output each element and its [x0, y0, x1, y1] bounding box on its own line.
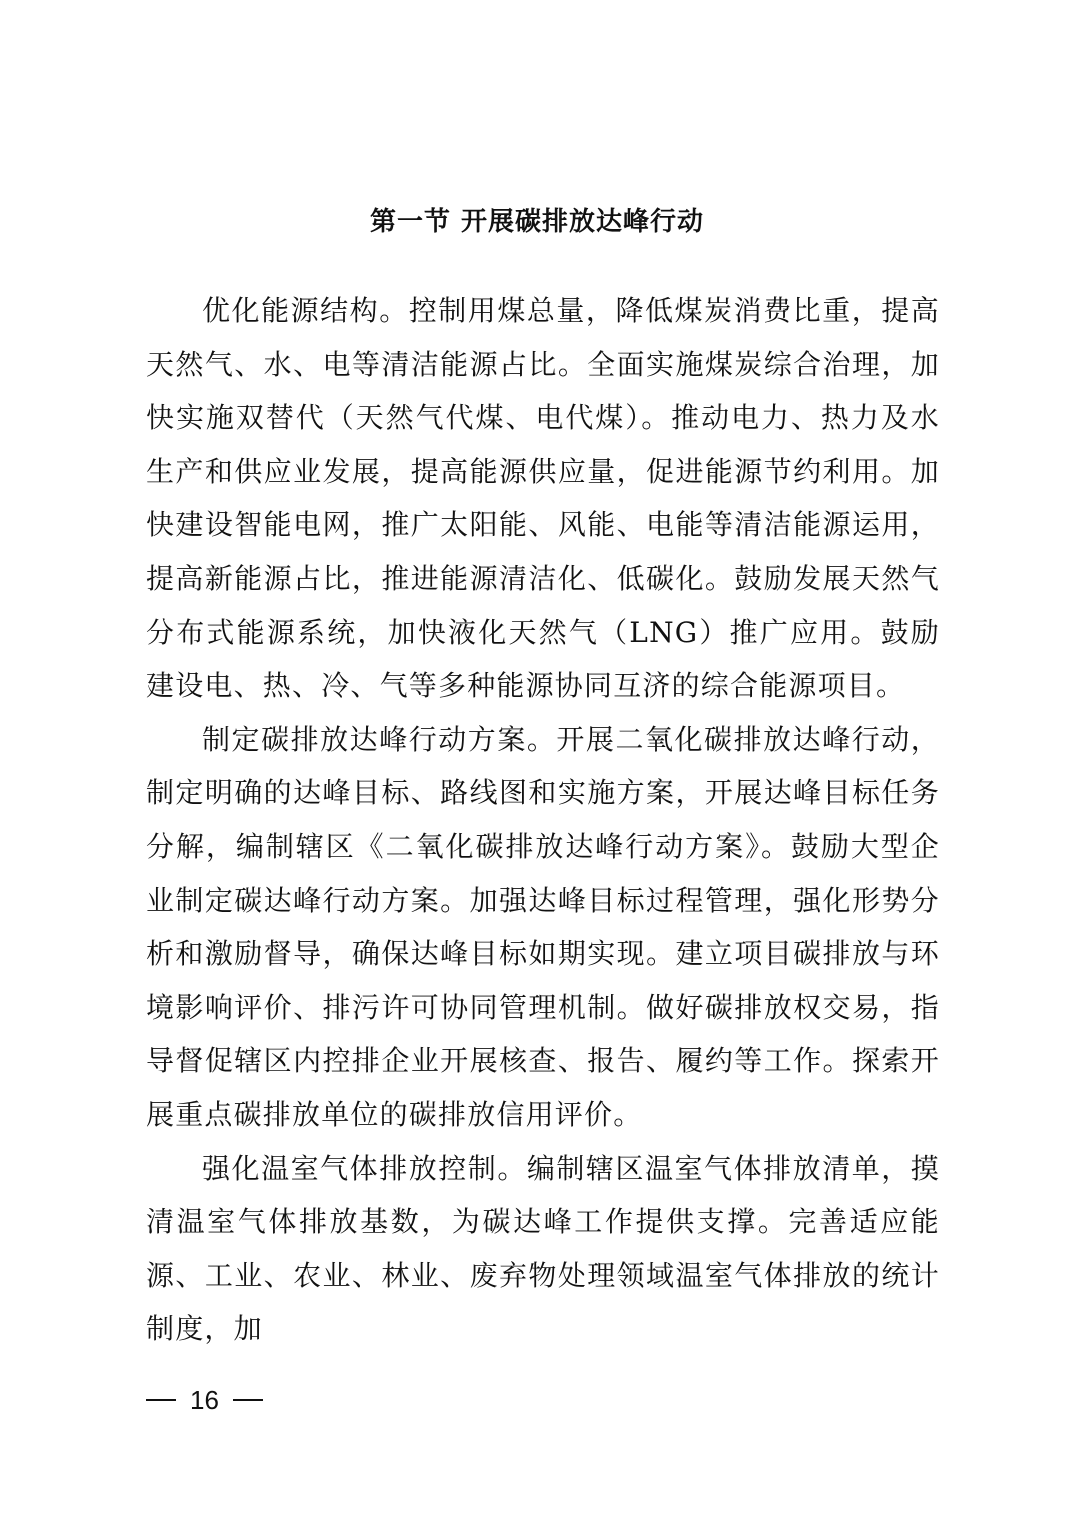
right-dash [233, 1399, 263, 1401]
section-title: 第一节 开展碳排放达峰行动 [369, 207, 705, 237]
left-dash [146, 1399, 176, 1401]
page-footer [146, 1378, 263, 1422]
body-text [146, 284, 940, 1356]
page-number: 16 [190, 1384, 219, 1415]
paragraph-energy-structure: 优化能源结构。控制用煤总量，降低煤炭消费比重，提高天然气、水、电等清洁能源占比。全面实施煤炭综合治理，加快实施双替代（天然气代煤、电代煤）。推动电力、热力及水生产和供应业发展，提高能源供应量，促进能源节约利用。加快建设智能电网，推广太阳能、风能、电能等清洁能源运用，提高新能源占比，推进能源清洁化、低碳化。鼓励发展天然气分布式能源系统，加快液化天然气（LNG）推广应用。鼓励建设电、热、冷、气等多种能源协同互济的综合能源项目。 [146, 294, 940, 703]
paragraph-peak-action-plan: 制定碳排放达峰行动方案。开展二氧化碳排放达峰行动，制定明确的达峰目标、路线图和实施方案，开展达峰目标任务分解，编制辖区《二氧化碳排放达峰行动方案》。鼓励大型企业制定碳达峰行动方案。加强达峰目标过程管理，强化形势分析和激励督导，确保达峰目标如期实现。建立项目碳排放与环境影响评价、排污许可协同管理机制。做好碳排放权交易，指导督促辖区内控排企业开展核查、报告、履约等工作。探索开展重点碳排放单位的碳排放信用评价。 [146, 722, 940, 1131]
paragraph-ghg-control: 强化温室气体排放控制。编制辖区温室气体排放清单，摸清温室气体排放基数，为碳达峰工作提供支撑。完善适应能源、工业、农业、林业、废弃物处理领域温室气体排放的统计制度，加 [146, 1151, 940, 1346]
